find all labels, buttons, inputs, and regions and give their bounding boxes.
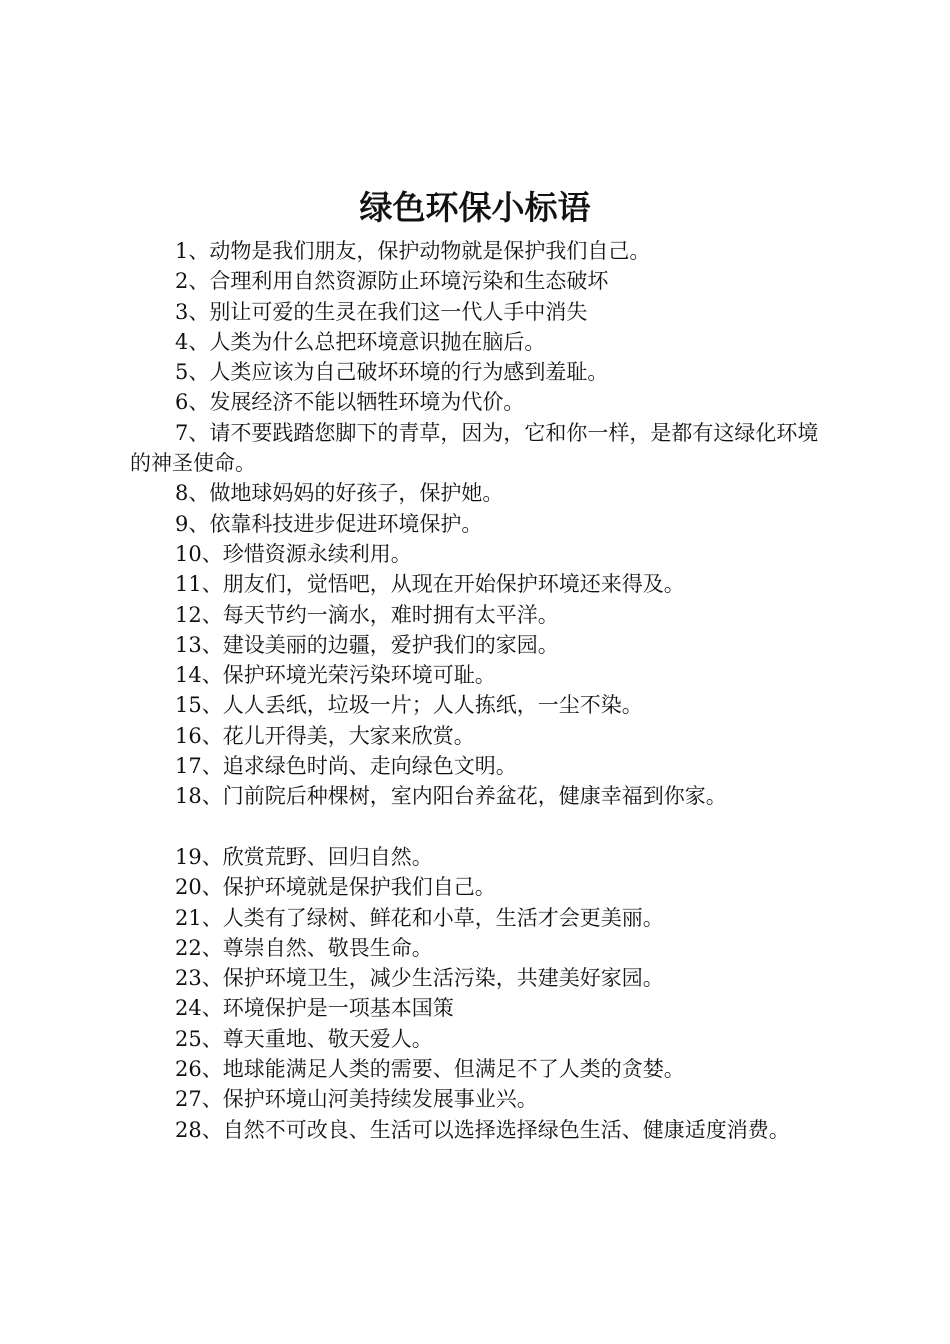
list-item: 13、建设美丽的边疆，爱护我们的家园。 <box>175 632 559 657</box>
list-item: 28、自然不可改良、生活可以选择选择绿色生活、健康适度消费。 <box>175 1117 790 1142</box>
list-item: 11、朋友们，觉悟吧，从现在开始保护环境还来得及。 <box>175 572 685 597</box>
list-item: 7、请不要践踏您脚下的青草，因为，它和你一样，是都有这绿化环境的神圣使命。 <box>130 420 819 476</box>
list-item: 6、发展经济不能以牺牲环境为代价。 <box>175 390 525 415</box>
list-item: 5、人类应该为自己破坏环境的行为感到羞耻。 <box>175 360 609 385</box>
list-item: 26、地球能满足人类的需要、但满足不了人类的贪婪。 <box>175 1057 685 1082</box>
list-item: 10、珍惜资源永续利用。 <box>175 541 412 566</box>
document-title: 绿色环保小标语 <box>359 188 591 227</box>
list-item: 15、人人丢纸，垃圾一片；人人拣纸，一尘不染。 <box>175 693 643 718</box>
list-item: 8、做地球妈妈的好孩子，保护她。 <box>175 481 504 506</box>
slogan-list <box>130 236 850 1145</box>
list-item: 23、保护环境卫生，减少生活污染，共建美好家园。 <box>175 966 664 991</box>
list-item: 14、保护环境光荣污染环境可耻。 <box>175 663 496 688</box>
list-item: 21、人类有了绿树、鲜花和小草，生活才会更美丽。 <box>175 905 664 930</box>
list-item: 16、花儿开得美，大家来欣赏。 <box>175 723 475 748</box>
list-item: 18、门前院后种棵树，室内阳台养盆花，健康幸福到你家。 <box>175 784 727 809</box>
list-item: 22、尊崇自然、敬畏生命。 <box>175 935 433 960</box>
blank-line <box>130 812 850 842</box>
list-item: 19、欣赏荒野、回归自然。 <box>175 844 433 869</box>
list-item: 17、追求绿色时尚、走向绿色文明。 <box>175 754 517 779</box>
list-item: 24、环境保护是一项基本国策 <box>175 996 454 1021</box>
list-item: 25、尊天重地、敬天爱人。 <box>175 1026 433 1051</box>
list-item: 1、动物是我们朋友，保护动物就是保护我们自己。 <box>175 239 651 263</box>
list-item: 9、依靠科技进步促进环境保护。 <box>175 511 483 536</box>
list-item: 4、人类为什么总把环境意识抛在脑后。 <box>175 329 546 354</box>
list-item: 12、每天节约一滴水，难时拥有太平洋。 <box>175 602 559 627</box>
list-item: 2、合理利用自然资源防止环境污染和生态破坏 <box>175 269 609 294</box>
list-item: 3、别让可爱的生灵在我们这一代人手中消失 <box>175 299 588 324</box>
list-item: 20、保护环境就是保护我们自己。 <box>175 875 496 900</box>
list-item: 27、保护环境山河美持续发展事业兴。 <box>175 1087 538 1112</box>
